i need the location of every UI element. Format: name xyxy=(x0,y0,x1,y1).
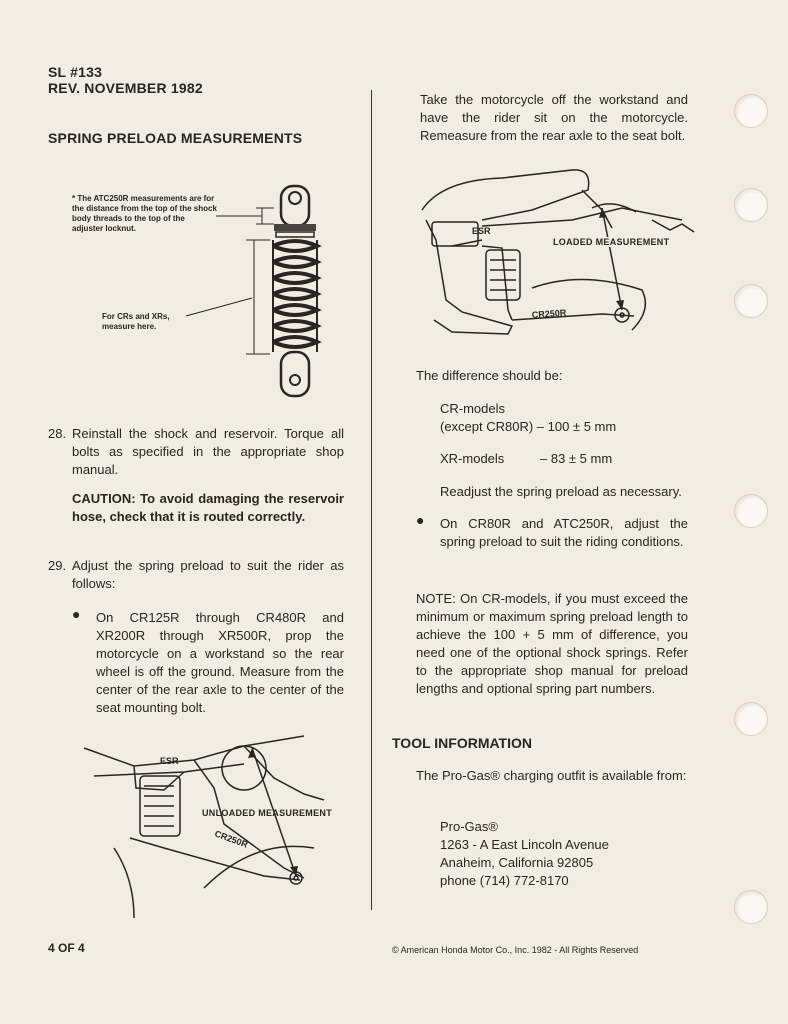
step-29-text: Adjust the spring preload to suit the rider as follows: xyxy=(72,558,344,591)
step-28-number: 28. xyxy=(48,426,67,441)
readjust-instruction: Readjust the spring preload as necessary. xyxy=(440,484,682,499)
copyright: © American Honda Motor Co., Inc. 1982 - All Rights Reserved xyxy=(392,945,639,955)
supplier-address-2: Anaheim, California 92805 xyxy=(440,855,594,870)
xr-models-label: XR-models xyxy=(440,451,505,466)
svg-text:ESR: ESR xyxy=(472,226,491,236)
revision-date: REV. NOVEMBER 1982 xyxy=(48,80,203,96)
binder-hole xyxy=(734,188,768,222)
sl-number: SL #133 xyxy=(48,64,103,80)
unloaded-measurement-label: UNLOADED MEASUREMENT xyxy=(202,808,333,818)
cr80r-bullet: On CR80R and ATC250R, adjust the spring preload to suit the riding conditions. xyxy=(440,516,688,549)
svg-text:CR250R: CR250R xyxy=(213,828,250,850)
loaded-measurement-illustration xyxy=(412,150,702,360)
tool-info-heading: TOOL INFORMATION xyxy=(392,735,532,751)
binder-hole xyxy=(734,494,768,528)
shock-absorber-illustration xyxy=(170,180,340,405)
tool-info-intro: The Pro-Gas® charging outfit is available from: xyxy=(416,768,687,783)
unloaded-measurement-illustration xyxy=(74,728,354,918)
cr-models-label: CR-models xyxy=(440,401,506,416)
section-title: SPRING PRELOAD MEASUREMENTS xyxy=(48,130,303,146)
step-29-number: 29. xyxy=(48,558,67,573)
svg-text:ESR: ESR xyxy=(160,756,179,766)
cr-note: For CRs and XRs, measure here. xyxy=(102,312,170,331)
column-divider xyxy=(371,90,372,910)
loaded-measurement-label: LOADED MEASUREMENT xyxy=(553,237,670,247)
bullet-dot: ● xyxy=(416,512,425,528)
supplier-phone: phone (714) 772-8170 xyxy=(440,873,569,888)
binder-hole xyxy=(734,702,768,736)
supplier-name: Pro-Gas® xyxy=(440,819,498,834)
step-28-text: Reinstall the shock and reservoir. Torque all bolts as specified in the appropriate shop manual. xyxy=(72,426,344,477)
difference-intro: The difference should be: xyxy=(416,368,563,383)
xr-models-value: – 83 ± 5 mm xyxy=(540,451,613,466)
note-text: NOTE: On CR-models, if you must exceed the minimum or maximum spring preload length to achieve the 100 + 5 mm of difference, you need one of the optional shock springs. Refer to the appropriate shop manual for preload lengths and optional spring part numbers. xyxy=(416,591,688,696)
bullet-dot: ● xyxy=(72,606,81,622)
step-29-bullet: On CR125R through CR480R and XR200R through XR500R, prop the motorcycle on a workstand so the rear wheel is off the ground. Measure from the center of the rear axle to the center of the seat mounting bolt. xyxy=(96,610,344,715)
caution-text: CAUTION: To avoid damaging the reservoir hose, check that it is routed correctly. xyxy=(72,491,344,524)
atc-note: * The ATC250R measurements are for the distance from the top of the shock body threads to the top of the adjuster locknut. xyxy=(72,194,217,233)
page-number: 4 OF 4 xyxy=(48,941,85,955)
binder-hole xyxy=(734,94,768,128)
svg-text:CR250R: CR250R xyxy=(531,307,567,320)
cr-models-value: (except CR80R) – 100 ± 5 mm xyxy=(440,419,617,434)
supplier-address-1: 1263 - A East Lincoln Avenue xyxy=(440,837,609,852)
binder-hole xyxy=(734,284,768,318)
binder-hole xyxy=(734,890,768,924)
remeasure-instruction: Take the motorcycle off the workstand and have the rider sit on the motorcycle. Remeasure from the rear axle to the seat bolt. xyxy=(420,92,688,143)
